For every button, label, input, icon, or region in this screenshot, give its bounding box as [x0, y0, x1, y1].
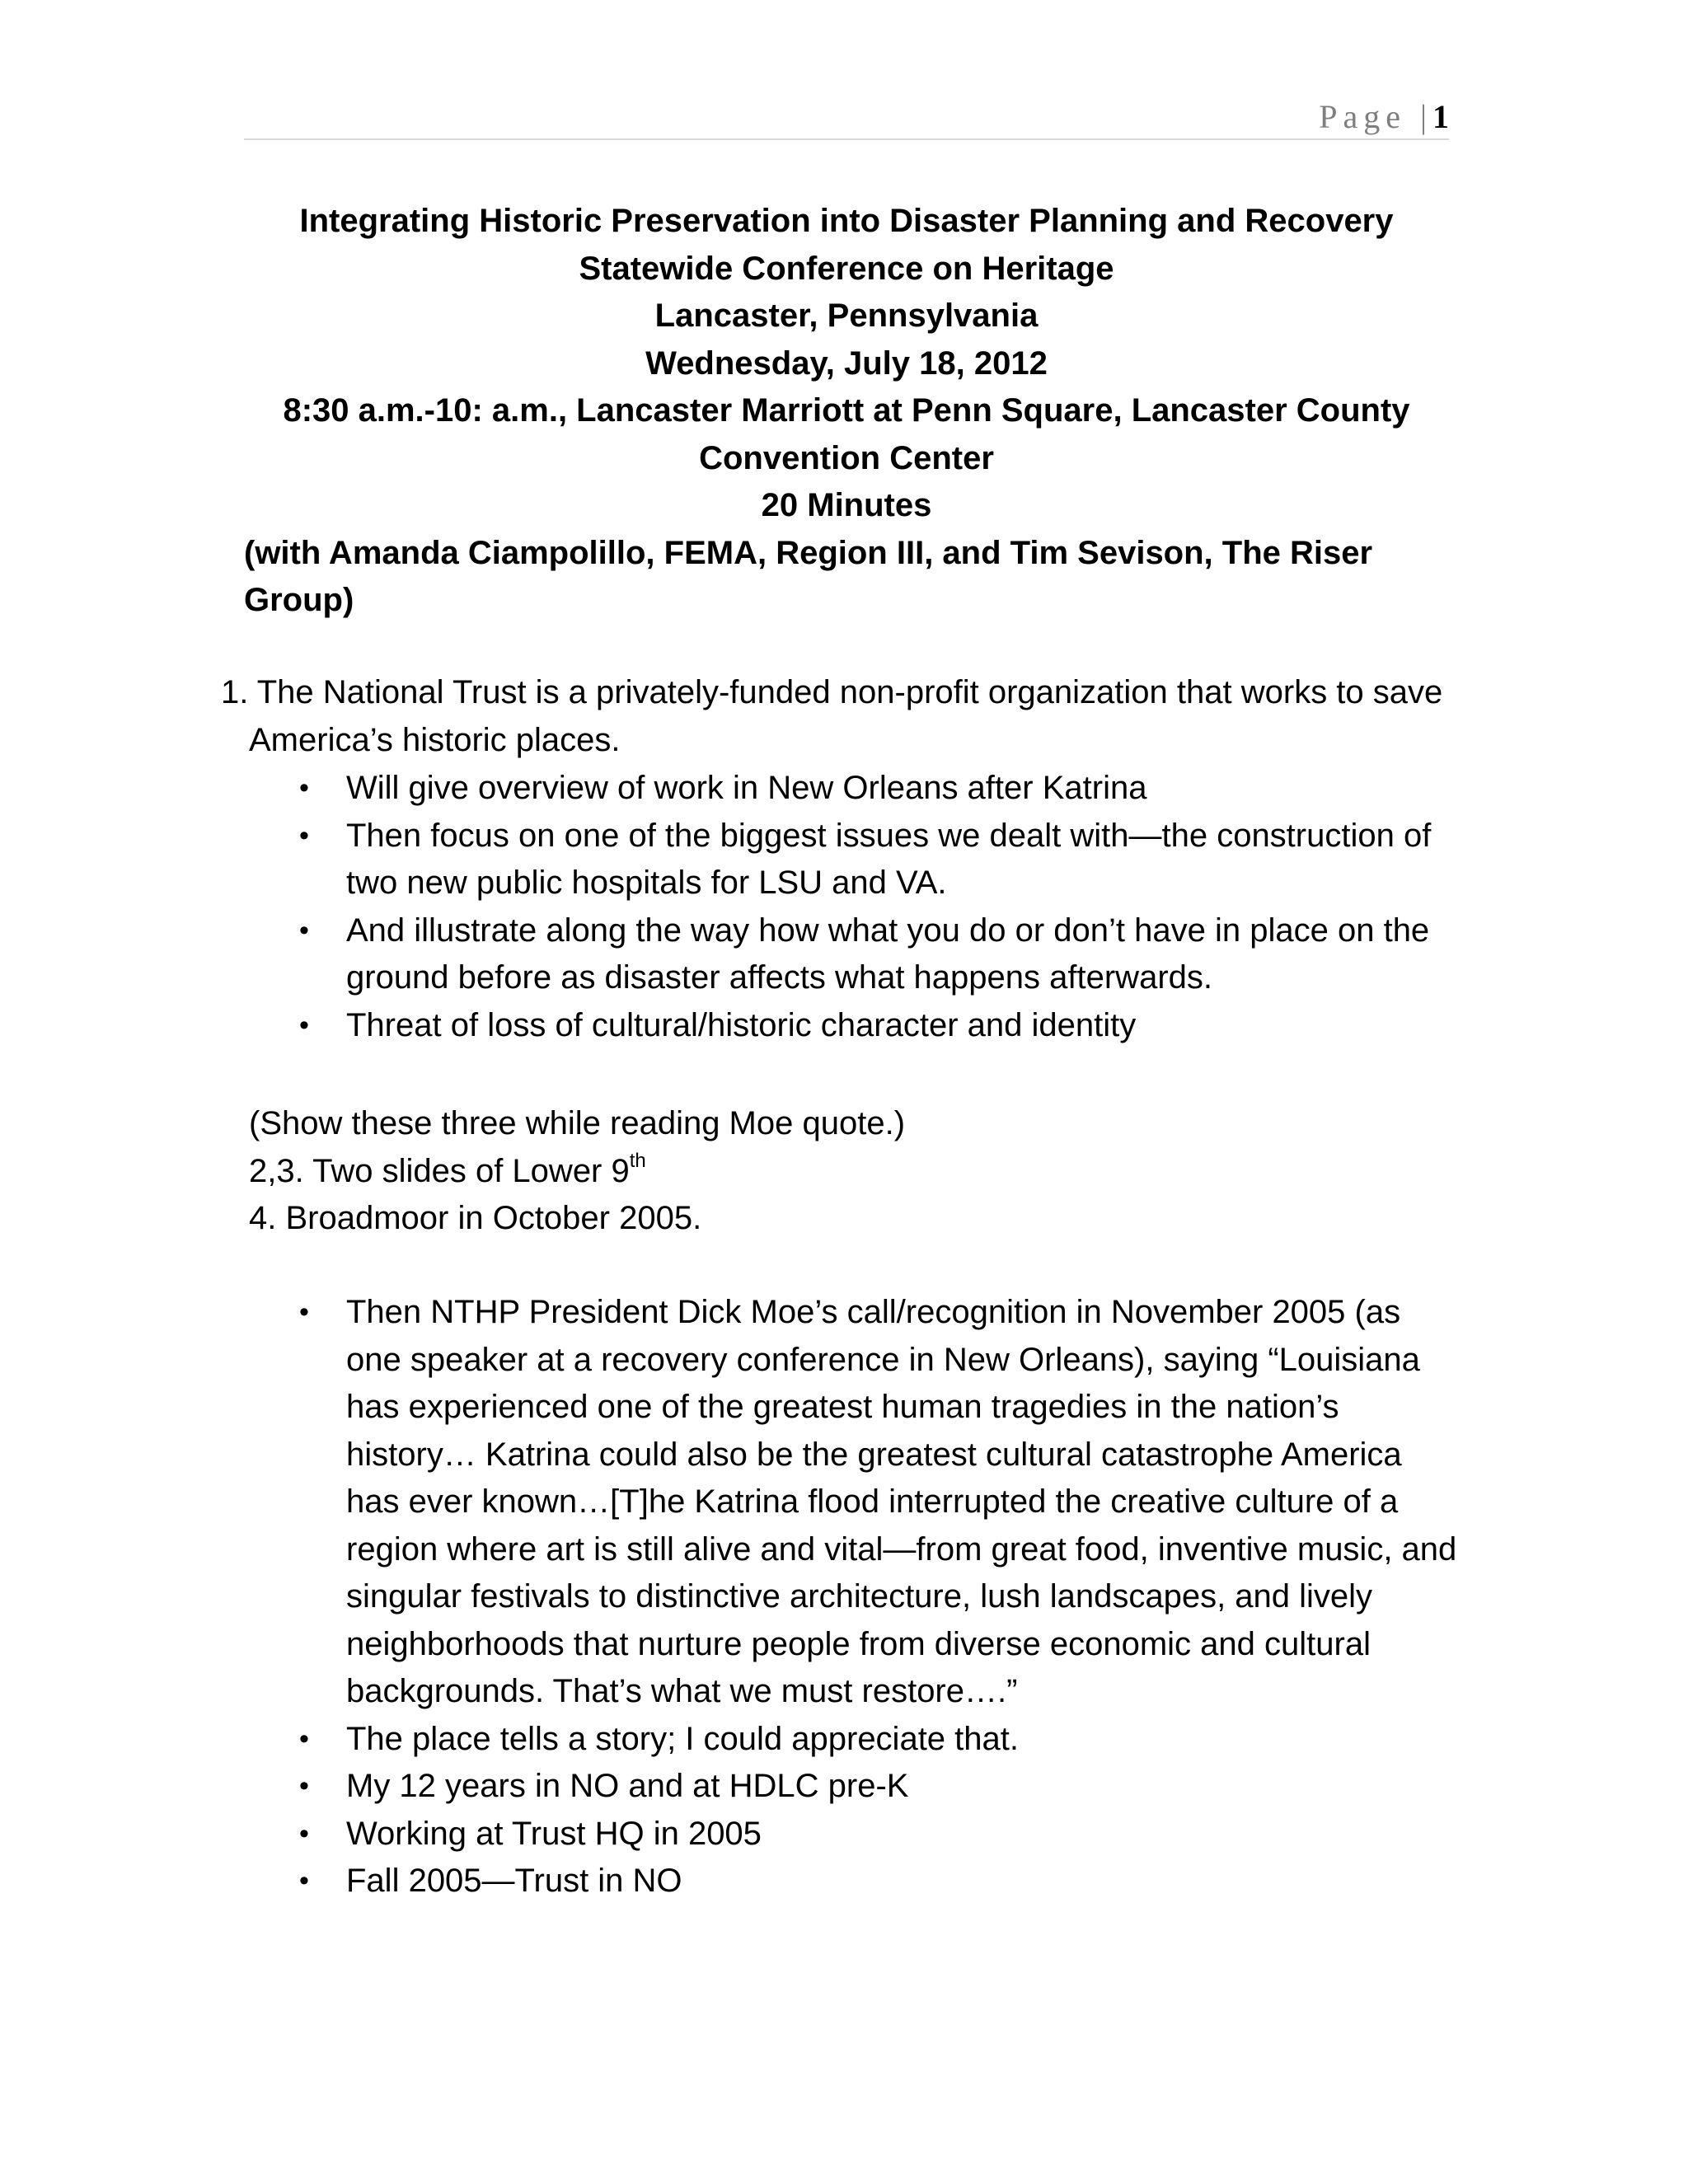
ordinal-superscript: th: [629, 1149, 646, 1172]
bullet-icon: •: [299, 1009, 309, 1041]
list-item-text: My 12 years in NO and at HDLC pre-K: [346, 1768, 909, 1804]
list-item-text: And illustrate along the way how what you do or don’t have in place on the ground before as disaster affects what happens afterwards.: [346, 912, 1430, 996]
bullet-icon: •: [299, 1865, 309, 1896]
bullet-icon: •: [299, 1296, 309, 1328]
bullet-list-overview: [221, 765, 1449, 1049]
bullet-icon: •: [299, 772, 309, 804]
title-line-8: (with Amanda Ciampolillo, FEMA, Region III, and Tim Sevison, The Riser: [244, 534, 1373, 571]
page-label: Page |: [1319, 98, 1432, 135]
list-item: [221, 907, 1449, 1002]
list-item: [221, 1002, 1449, 1050]
bullet-icon: •: [299, 1722, 309, 1755]
list-item-text: Then NTHP President Dick Moe’s call/recognition in November 2005 (as one speaker at a recovery conference in New Orleans), saying “Louisiana has experienced one of the greatest human tragedies in the nation’s history… Katrina could also be the greatest cultural catastrophe America has ever known…[T]he Katrina flood interrupted the creative culture of a region where art is still alive and vital—from great food, inventive music, and singular festivals to distinctive architecture, lush landscapes, and lively neighborhoods that nurture people from diverse economic and cultural backgrounds. That’s what we must restore….”: [346, 1294, 1457, 1709]
list-item-text: Working at Trust HQ in 2005: [346, 1815, 762, 1852]
title-line-4: Wednesday, July 18, 2012: [645, 344, 1048, 382]
bullet-icon: •: [299, 819, 309, 851]
bullet-icon: •: [299, 914, 309, 946]
list-item: [221, 1763, 1457, 1811]
bullet-icon: •: [299, 1817, 309, 1849]
list-item-text: The place tells a story; I could appreciate that.: [346, 1720, 1019, 1757]
header-divider: [244, 138, 1449, 140]
list-item: [221, 765, 1449, 813]
title-line-6: Convention Center: [699, 439, 994, 476]
list-item: [221, 1858, 1457, 1905]
list-item-text: Will give overview of work in New Orleans after Katrina: [346, 770, 1147, 806]
item-1-text: 1. The National Trust is a privately-funded non-profit organization that works to save America’s historic places.: [221, 674, 1443, 758]
document-title-block: [244, 198, 1449, 625]
title-line-1: Integrating Historic Preservation into Disaster Planning and Recovery: [299, 203, 1394, 239]
list-item: [221, 813, 1449, 907]
slides-note-line-2: [249, 1148, 1403, 1196]
list-item: [221, 1716, 1457, 1764]
list-item-text: Fall 2005—Trust in NO: [346, 1863, 682, 1899]
list-item: [221, 1811, 1457, 1858]
bullet-icon: •: [299, 1770, 309, 1802]
slides-note-line-3: 4. Broadmoor in October 2005.: [249, 1200, 702, 1236]
title-line-2: Statewide Conference on Heritage: [579, 250, 1114, 287]
list-item-text: Threat of loss of cultural/historic character and identity: [346, 1006, 1137, 1043]
numbered-item-1: [221, 669, 1474, 764]
title-line-3: Lancaster, Pennsylvania: [654, 298, 1039, 334]
title-line-5: 8:30 a.m.-10: a.m., Lancaster Marriott at Penn Square, Lancaster County: [283, 392, 1410, 429]
title-line-9: Group): [244, 582, 354, 618]
page-number: 1: [1432, 98, 1449, 135]
slides-note-line-1: (Show these three while reading Moe quote.): [249, 1105, 906, 1141]
slides-note-block: [249, 1100, 1403, 1243]
bullet-list-moe-quote: [221, 1289, 1457, 1905]
list-item: [221, 1289, 1457, 1716]
page-header: [1319, 97, 1449, 136]
list-item-text: Then focus on one of the biggest issues we dealt with—the construction of two new public hospitals for LSU and VA.: [346, 817, 1432, 901]
title-line-7: 20 Minutes: [761, 487, 932, 523]
slides-note-line-2-text: 2,3. Two slides of Lower 9: [249, 1152, 630, 1189]
